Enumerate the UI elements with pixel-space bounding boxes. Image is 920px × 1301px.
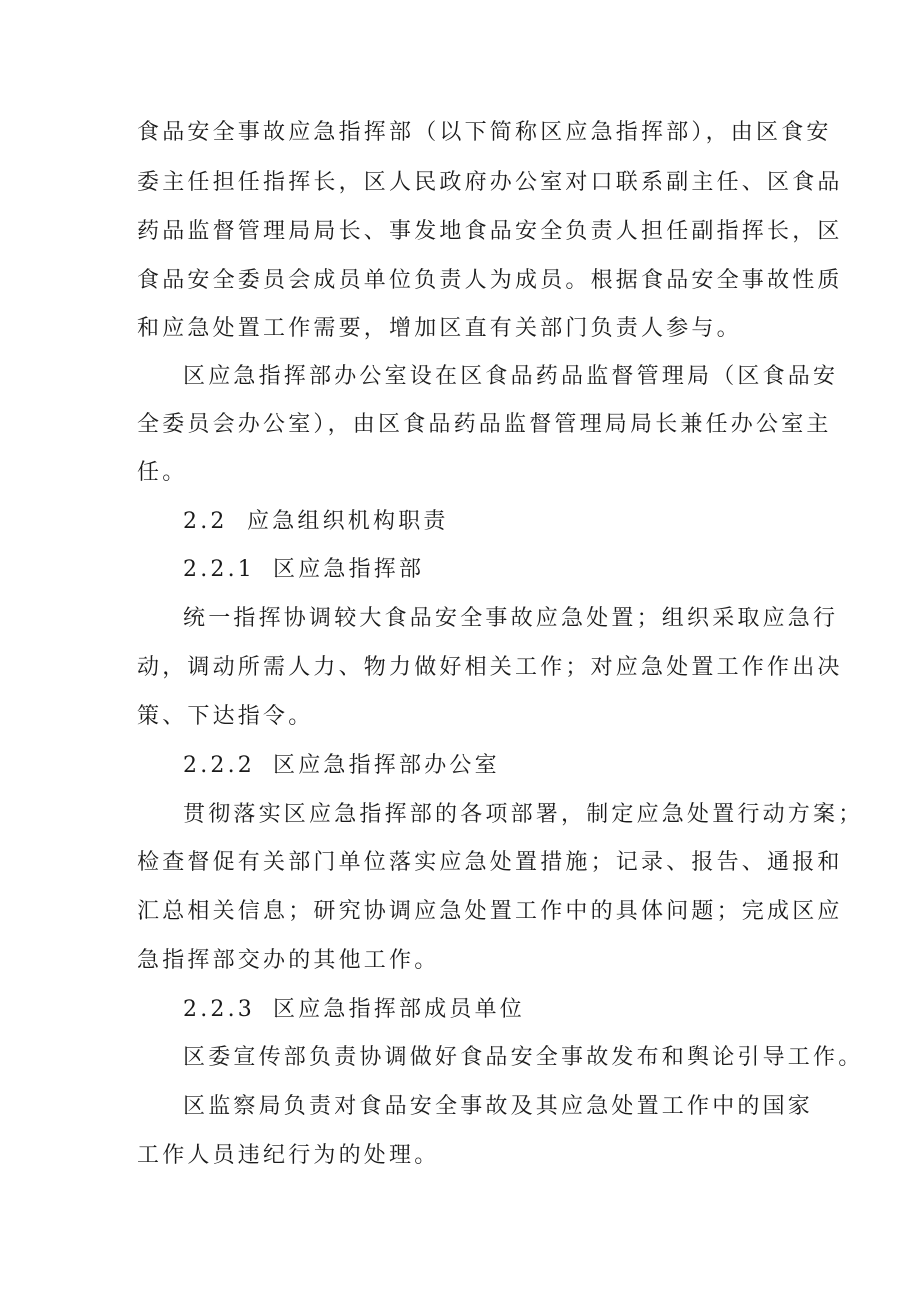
paragraph-line: 委主任担任指挥长，区人民政府办公室对口联系副主任、区食品: [137, 170, 843, 195]
section-heading-2-2-1: [183, 555, 424, 585]
section-title: 区应急指挥部: [273, 557, 425, 582]
paragraph-line: 区应急指挥部办公室设在区食品药品监督管理局（区食品安: [183, 364, 839, 389]
paragraph-line: 和应急处置工作需要，增加区直有关部门负责人参与。: [137, 316, 742, 341]
paragraph-line: 工作人员违纪行为的处理。: [137, 1143, 440, 1168]
section-title: 区应急指挥部办公室: [273, 753, 500, 778]
section-title: 区应急指挥部成员单位: [273, 997, 526, 1022]
paragraph-line: 区监察局负责对食品安全事故及其应急处置工作中的国家: [183, 1094, 814, 1119]
section-number: 2.2: [183, 509, 228, 534]
section-number: 2.2.2: [183, 753, 255, 778]
paragraph-line: 全委员会办公室），由区食品药品监督管理局局长兼任办公室主: [137, 412, 832, 437]
paragraph-line: 贯彻落实区应急指挥部的各项部署，制定应急处置行动方案；: [183, 802, 864, 827]
paragraph-line: 检查督促有关部门单位落实应急处置措施；记录、报告、通报和: [137, 850, 843, 875]
paragraph-line: 药品监督管理局局长、事发地食品安全负责人担任副指挥长，区: [137, 219, 843, 244]
paragraph-line: 任。: [137, 460, 188, 485]
paragraph-line: 区委宣传部负责协调做好食品安全事故发布和舆论引导工作。: [183, 1045, 864, 1070]
paragraph-line: 策、下达指令。: [137, 704, 314, 729]
section-heading-2-2: [183, 507, 449, 537]
section-number: 2.2.1: [183, 557, 255, 582]
paragraph-line: 汇总相关信息；研究协调应急处置工作中的具体问题；完成区应: [137, 899, 843, 924]
section-title: 应急组织机构职责: [247, 509, 449, 534]
paragraph-line: 急指挥部交办的其他工作。: [137, 948, 440, 973]
section-heading-2-2-2: [183, 751, 500, 781]
paragraph-line: 食品安全事故应急指挥部（以下简称区应急指挥部），由区食安: [137, 120, 832, 145]
section-number: 2.2.3: [183, 997, 255, 1022]
paragraph-line: 统一指挥协调较大食品安全事故应急处置；组织采取应急行: [183, 606, 839, 631]
section-heading-2-2-3: [183, 995, 525, 1025]
paragraph-line: 食品安全委员会成员单位负责人为成员。根据食品安全事故性质: [137, 268, 843, 293]
paragraph-line: 动，调动所需人力、物力做好相关工作；对应急处置工作作出决: [137, 655, 843, 680]
